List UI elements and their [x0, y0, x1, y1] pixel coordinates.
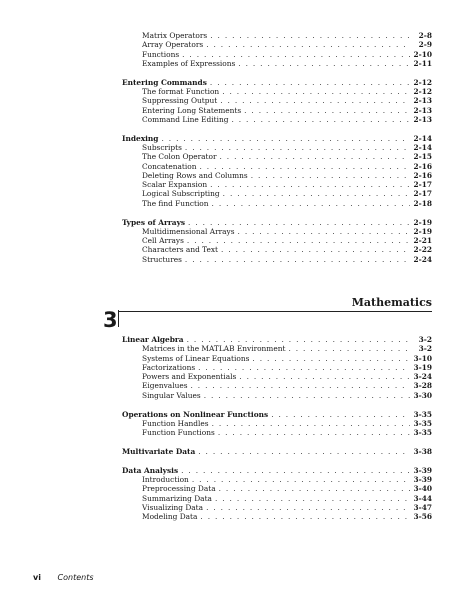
toc-page-number: 2-10: [413, 49, 432, 59]
toc-entry-title: Preprocessing Data: [142, 484, 216, 494]
toc-subentry[interactable]: [122, 475, 432, 484]
toc-subentry[interactable]: [122, 180, 432, 189]
dot-leader: [212, 419, 410, 428]
toc-subentry[interactable]: [122, 59, 432, 68]
toc-entry-title: Visualizing Data: [142, 502, 204, 512]
toc-page-number: 2-9: [418, 40, 432, 50]
toc-page-number: 2-19: [413, 226, 432, 236]
group-spacer: [122, 68, 432, 78]
dot-leader: [239, 372, 409, 381]
dot-leader: [187, 335, 410, 344]
toc-section-entry[interactable]: [122, 447, 432, 456]
dot-leader: [199, 162, 409, 171]
toc-entry-title: Command Line Editing: [142, 114, 229, 124]
toc-page-number: 2-17: [413, 189, 432, 199]
toc-entry-title: Types of Arrays: [122, 217, 186, 227]
dot-leader: [191, 381, 410, 390]
toc-entry-title: Deleting Rows and Columns: [142, 170, 248, 180]
toc-subentry[interactable]: [122, 227, 432, 236]
dot-leader: [252, 354, 409, 363]
toc-page-number: 2-13: [413, 105, 432, 115]
dot-leader: [187, 236, 410, 245]
toc-page-number: 3-56: [413, 512, 432, 522]
dot-leader: [244, 106, 409, 115]
dot-leader: [188, 218, 409, 227]
group-spacer: [122, 456, 432, 466]
group-spacer: [122, 437, 432, 447]
dot-leader: [221, 245, 409, 254]
toc-subentry[interactable]: [122, 96, 432, 105]
toc-page-number: 2-13: [413, 96, 432, 106]
toc-page-number: 2-8: [418, 31, 432, 40]
toc-page-number: 3-30: [413, 390, 432, 400]
page-folio: vi: [33, 573, 41, 582]
toc-entry-title: Array Operators: [142, 40, 204, 50]
page-footer: [33, 573, 94, 582]
dot-leader: [185, 143, 410, 152]
dot-leader: [182, 50, 409, 59]
toc-subentry[interactable]: [122, 494, 432, 503]
toc-page-number: 2-22: [413, 245, 432, 255]
toc-entry-title: Linear Algebra: [122, 335, 184, 344]
toc-entry-title: The Colon Operator: [142, 152, 217, 162]
toc-subentry[interactable]: [122, 31, 432, 40]
toc-section-entry[interactable]: [122, 466, 432, 475]
dot-leader: [219, 484, 410, 493]
toc-page-number: 2-12: [413, 86, 432, 96]
dot-leader: [238, 59, 409, 68]
dot-leader: [210, 31, 410, 40]
toc-entry-title: Examples of Expressions: [142, 58, 236, 68]
toc-entry-title: Data Analysis: [122, 465, 179, 475]
toc-page-number: 2-12: [413, 77, 432, 87]
toc-entry-title: Subscripts: [142, 142, 182, 152]
toc-entry-title: Eigenvalues: [142, 381, 188, 391]
toc-page-number: 3-35: [413, 409, 432, 419]
toc-page-number: 3-44: [413, 493, 432, 503]
toc-page-number: 3-19: [413, 362, 432, 372]
dot-leader: [181, 466, 409, 475]
toc-subentry[interactable]: [122, 428, 432, 437]
toc-entry-title: Modeling Data: [142, 512, 198, 522]
dot-leader: [220, 152, 410, 161]
toc-entry-title: Function Functions: [142, 428, 215, 438]
toc-page-number: 3-28: [413, 381, 432, 391]
toc-subentry[interactable]: [122, 199, 432, 208]
dot-leader: [212, 199, 410, 208]
dot-leader: [238, 227, 410, 236]
toc-page-number: 2-19: [413, 217, 432, 227]
dot-leader: [192, 475, 410, 484]
toc-page-number: 3-35: [413, 428, 432, 438]
toc-page-number: 2-14: [413, 133, 432, 143]
chapter-vertical-rule: [118, 310, 119, 327]
toc-entry-title: Powers and Exponentials: [142, 372, 237, 382]
toc-page-number: 3-40: [413, 484, 432, 494]
dot-leader: [210, 180, 409, 189]
running-footer-label: Contents: [57, 573, 94, 582]
toc-page-number: 2-14: [413, 142, 432, 152]
toc-subentry[interactable]: [122, 40, 432, 49]
toc-page-number: 3-47: [413, 502, 432, 512]
toc-entry-title: Operations on Nonlinear Functions: [122, 409, 269, 419]
toc-entry-title: Entering Commands: [122, 77, 207, 87]
toc-page-number: 3-35: [413, 418, 432, 428]
chapter-title: Mathematics: [351, 296, 432, 309]
toc-subentry[interactable]: [122, 171, 432, 180]
toc-page-number: 3-2: [418, 344, 432, 354]
toc-subentry[interactable]: [122, 354, 432, 363]
toc-subentry[interactable]: [122, 189, 432, 198]
toc-subentry[interactable]: [122, 255, 432, 264]
toc-entry-title: Matrices in the MATLAB Environment: [142, 344, 286, 354]
toc-entry-title: Matrix Operators: [142, 31, 208, 40]
toc-subentry[interactable]: [122, 87, 432, 96]
toc-top: [122, 31, 432, 264]
toc-subentry[interactable]: [122, 162, 432, 171]
chapter-rule: [118, 311, 432, 312]
toc-page-number: 3-2: [418, 335, 432, 344]
dot-leader: [198, 447, 409, 456]
toc-subentry[interactable]: [122, 503, 432, 512]
group-spacer: [122, 400, 432, 410]
dot-leader: [271, 410, 409, 419]
dot-leader: [185, 255, 410, 264]
dot-leader: [210, 78, 410, 87]
toc-page-number: 2-16: [413, 161, 432, 171]
toc-subentry[interactable]: [122, 512, 432, 521]
toc-section-entry[interactable]: [122, 78, 432, 87]
toc-page-number: 2-24: [413, 254, 432, 264]
toc-section-entry[interactable]: [122, 410, 432, 419]
dot-leader: [200, 512, 409, 521]
dot-leader: [206, 503, 409, 512]
toc-page-number: 3-24: [413, 372, 432, 382]
toc-page-number: 2-17: [413, 180, 432, 190]
toc-subentry[interactable]: [122, 372, 432, 381]
toc-subentry[interactable]: [122, 381, 432, 390]
toc-entry-title: Introduction: [142, 475, 189, 485]
dot-leader: [204, 391, 410, 400]
dot-leader: [231, 115, 409, 124]
toc-page-number: 3-39: [413, 475, 432, 485]
toc-subentry[interactable]: [122, 143, 432, 152]
toc-entry-title: Concatenation: [142, 161, 197, 171]
toc-subentry[interactable]: [122, 245, 432, 254]
toc-subentry[interactable]: [122, 152, 432, 161]
toc-subentry[interactable]: [122, 106, 432, 115]
dot-leader: [222, 87, 409, 96]
toc-subentry[interactable]: [122, 50, 432, 59]
toc-entry-title: The format Function: [142, 86, 220, 96]
toc-page-number: 2-18: [413, 198, 432, 208]
toc-entry-title: Summarizing Data: [142, 493, 212, 503]
toc-subentry[interactable]: [122, 115, 432, 124]
dot-leader: [220, 96, 409, 105]
toc-page-number: 3-10: [413, 353, 432, 363]
toc-entry-title: Multidimensional Arrays: [142, 226, 235, 236]
toc-entry-title: Structures: [142, 254, 182, 264]
dot-leader: [251, 171, 410, 180]
toc-bottom: [122, 335, 432, 522]
toc-page-number: 3-39: [413, 465, 432, 475]
toc-entry-title: Systems of Linear Equations: [142, 353, 250, 363]
toc-subentry[interactable]: [122, 344, 432, 353]
toc-entry-title: Cell Arrays: [142, 236, 184, 246]
toc-section-entry[interactable]: [122, 218, 432, 227]
toc-page-number: 2-16: [413, 170, 432, 180]
toc-subentry[interactable]: [122, 484, 432, 493]
toc-entry-title: Entering Long Statements: [142, 105, 242, 115]
toc-subentry[interactable]: [122, 236, 432, 245]
toc-page-number: 2-15: [413, 152, 432, 162]
toc-entry-title: Multivariate Data: [122, 446, 196, 456]
dot-leader: [288, 344, 410, 353]
group-spacer: [122, 124, 432, 134]
toc-page-number: 2-13: [413, 114, 432, 124]
toc-entry-title: Scalar Expansion: [142, 180, 208, 190]
toc-entry-title: Singular Values: [142, 390, 201, 400]
dot-leader: [218, 428, 410, 437]
toc-section-entry[interactable]: [122, 134, 432, 143]
toc-entry-title: Factorizations: [142, 362, 196, 372]
chapter-number: 3: [103, 308, 118, 332]
toc-page-number: 2-11: [413, 58, 432, 68]
toc-page-number: 3-38: [413, 446, 432, 456]
toc-subentry[interactable]: [122, 391, 432, 400]
group-spacer: [122, 208, 432, 218]
dot-leader: [161, 134, 409, 143]
dot-leader: [198, 363, 409, 372]
toc-section-entry[interactable]: [122, 335, 432, 344]
toc-subentry[interactable]: [122, 419, 432, 428]
toc-entry-title: Functions: [142, 49, 180, 59]
toc-entry-title: Indexing: [122, 133, 159, 143]
toc-subentry[interactable]: [122, 363, 432, 372]
dot-leader: [215, 494, 410, 503]
toc-entry-title: Suppressing Output: [142, 96, 218, 106]
toc-entry-title: The find Function: [142, 198, 209, 208]
toc-entry-title: Logical Subscripting: [142, 189, 220, 199]
dot-leader: [206, 40, 410, 49]
toc-page-number: 2-21: [413, 236, 432, 246]
toc-entry-title: Characters and Text: [142, 245, 219, 255]
dot-leader: [223, 189, 410, 198]
toc-entry-title: Function Handles: [142, 418, 209, 428]
